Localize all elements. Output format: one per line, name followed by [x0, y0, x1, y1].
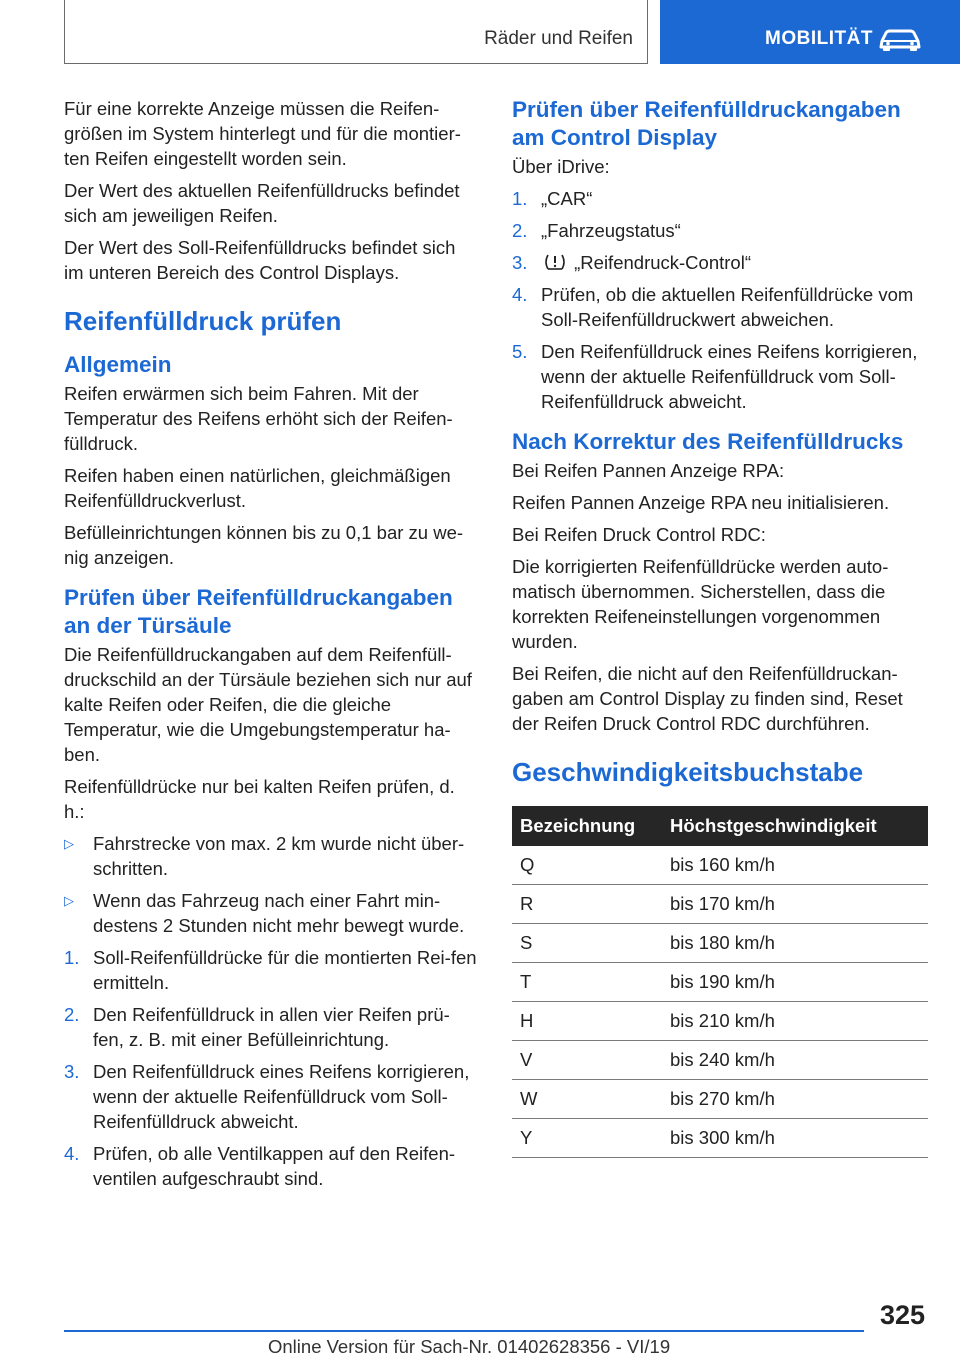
list-item — [64, 831, 480, 881]
header-chapter-tab[interactable] — [660, 0, 960, 64]
speed-letter: Q — [512, 846, 662, 885]
step-text — [541, 218, 928, 243]
bullet-marker: ▷ — [64, 893, 74, 908]
max-speed: bis 170 km/h — [662, 885, 928, 924]
speed-letter: Y — [512, 1119, 662, 1158]
step-text — [93, 1059, 480, 1134]
step-item — [512, 186, 928, 211]
header-chapter-title: MOBILITÄT — [765, 28, 873, 49]
step-item — [512, 250, 928, 275]
paragraph: Die korrigierten Reifenfülldrücke werden auto-matisch übernommen. Sicherstellen, dass die korrekten Reifeneinstellungen vorgenommen wurden. — [512, 556, 889, 652]
heading-geschwindigkeitsbuchstabe: Geschwindigkeitsbuchstabe — [512, 757, 864, 787]
step-item — [512, 218, 928, 243]
paragraph: Bei Reifen, die nicht auf den Reifenfülldruckan-gaben am Control Display zu finden sind, Reset der Reifen Druck Control RDC durchführen. — [512, 663, 903, 734]
max-speed: bis 300 km/h — [662, 1119, 928, 1158]
idrive-steps-list — [512, 186, 928, 414]
page-number: 325 — [880, 1300, 926, 1330]
list-item — [64, 888, 480, 938]
heading-control-display: Prüfen über Reifenfülldruckangaben am Control Display — [512, 97, 901, 150]
tire-pressure-warning-icon — [541, 252, 569, 272]
speed-table — [512, 806, 928, 1158]
step-label: Den Reifenfülldruck in allen vier Reifen prü-fen, z. B. mit einer Befülleinrichtung. — [93, 1004, 450, 1050]
footer-version-text: Online Version für Sach-Nr. 01402628356 - VI/19 — [268, 1336, 671, 1357]
step-label: Den Reifenfülldruck eines Reifens korrigieren, wenn der aktuelle Reifenfülldruck vom Soll-Reifenfülldruck abweicht. — [541, 341, 918, 412]
step-number: 2. — [512, 220, 528, 241]
table-row — [512, 885, 928, 924]
speed-letter: W — [512, 1080, 662, 1119]
right-column — [512, 96, 928, 1158]
step-number: 2. — [64, 1004, 80, 1025]
step-label: Soll-Reifenfülldrücke für die montierten Rei-fen ermitteln. — [93, 947, 477, 993]
step-text — [93, 1002, 480, 1052]
column-header-bezeichnung: Bezeichnung — [512, 806, 662, 846]
table-row — [512, 1119, 928, 1158]
step-text — [541, 186, 928, 211]
speed-letter: R — [512, 885, 662, 924]
step-text — [541, 282, 928, 332]
speed-letter: S — [512, 924, 662, 963]
paragraph: Bei Reifen Pannen Anzeige RPA: — [512, 460, 785, 481]
step-number: 4. — [512, 284, 528, 305]
bullet-marker: ▷ — [64, 836, 74, 851]
max-speed: bis 180 km/h — [662, 924, 928, 963]
paragraph: Reifen haben einen natürlichen, gleichmäßigen Reifenfülldruckverlust. — [64, 465, 451, 511]
table-row — [512, 1080, 928, 1119]
heading-nach-korrektur: Nach Korrektur des Reifenfülldrucks — [512, 429, 904, 454]
step-text — [93, 1141, 480, 1191]
step-item — [512, 339, 928, 414]
left-column — [64, 96, 480, 1198]
paragraph: Befülleinrichtungen können bis zu 0,1 bar zu we-nig anzeigen. — [64, 522, 464, 568]
check-steps-list — [64, 945, 480, 1191]
step-text — [541, 339, 928, 414]
paragraph: Bei Reifen Druck Control RDC: — [512, 524, 766, 545]
speed-letter: V — [512, 1041, 662, 1080]
intro-text — [64, 96, 480, 285]
max-speed: bis 270 km/h — [662, 1080, 928, 1119]
speed-letter: T — [512, 963, 662, 1002]
paragraph: Reifen erwärmen sich beim Fahren. Mit der Temperatur des Reifens erhöht sich der Reifen-fülldruck. — [64, 383, 453, 454]
column-header-hoechstgeschwindigkeit: Höchstgeschwindigkeit — [662, 806, 928, 846]
step-number: 5. — [512, 341, 528, 362]
table-row — [512, 1002, 928, 1041]
step-text — [541, 250, 928, 275]
header-section-box — [64, 0, 648, 64]
idrive-label: Über iDrive: — [512, 156, 610, 177]
max-speed: bis 190 km/h — [662, 963, 928, 1002]
paragraph: Für eine korrekte Anzeige müssen die Reifen-größen im System hinterlegt und für die montier-ten Reifen eingestellt worden sein. — [64, 98, 461, 169]
allgemein-text — [64, 381, 480, 570]
footer-divider — [64, 1330, 864, 1332]
list-item-text: Wenn das Fahrzeug nach einer Fahrt min-destens 2 Stunden nicht mehr bewegt wurde. — [93, 890, 465, 936]
paragraph: Der Wert des Soll-Reifenfülldrucks befindet sich im unteren Bereich des Control Displays. — [64, 237, 456, 283]
step-item — [64, 1059, 480, 1134]
step-label: Den Reifenfülldruck eines Reifens korrigieren, wenn der aktuelle Reifenfülldruck vom Soll-Reifenfülldruck abweicht. — [93, 1061, 470, 1132]
step-text — [93, 945, 480, 995]
step-number: 3. — [64, 1061, 80, 1082]
step-number: 1. — [64, 947, 80, 968]
step-label: Prüfen, ob alle Ventilkappen auf den Reifen-ventilen aufgeschraubt sind. — [93, 1143, 456, 1189]
step-label: „CAR“ — [541, 188, 593, 209]
step-item — [64, 1002, 480, 1052]
condition-list — [64, 831, 480, 938]
step-label: „Fahrzeugstatus“ — [541, 220, 681, 241]
car-icon — [878, 27, 922, 53]
heading-reifenfuelldruck-pruefen: Reifenfülldruck prüfen — [64, 306, 342, 336]
kalte-reifen-paragraph: Reifenfülldrücke nur bei kalten Reifen prüfen, d. h.: — [64, 776, 455, 822]
header-section-title: Räder und Reifen — [484, 28, 633, 49]
step-number: 1. — [512, 188, 528, 209]
heading-allgemein: Allgemein — [64, 352, 172, 377]
step-item — [512, 282, 928, 332]
step-item — [64, 945, 480, 995]
step-number: 3. — [512, 252, 528, 273]
step-label: Prüfen, ob die aktuellen Reifenfülldrücke vom Soll-Reifenfülldruckwert abweichen. — [541, 284, 914, 330]
step-item — [64, 1141, 480, 1191]
max-speed: bis 240 km/h — [662, 1041, 928, 1080]
table-row — [512, 1041, 928, 1080]
table-row — [512, 963, 928, 1002]
table-row — [512, 924, 928, 963]
list-item-text: Fahrstrecke von max. 2 km wurde nicht über-schritten. — [93, 833, 465, 879]
max-speed: bis 160 km/h — [662, 846, 928, 885]
table-row — [512, 846, 928, 885]
speed-table-header — [512, 806, 928, 846]
heading-tuersaeule: Prüfen über Reifenfülldruckangaben an der Türsäule — [64, 585, 453, 638]
step-label: „Reifendruck-Control“ — [574, 252, 751, 273]
speed-letter: H — [512, 1002, 662, 1041]
max-speed: bis 210 km/h — [662, 1002, 928, 1041]
tuersaeule-paragraph: Die Reifenfülldruckangaben auf dem Reifenfüll-druckschild an der Türsäule beziehen sich nur auf kalte Reifen oder Reifen, die die gleiche Temperatur, wie die Umgebungstemperatur ha-ben. — [64, 644, 472, 765]
korrektur-text — [512, 458, 928, 736]
step-number: 4. — [64, 1143, 80, 1164]
paragraph: Reifen Pannen Anzeige RPA neu initialisieren. — [512, 492, 890, 513]
paragraph: Der Wert des aktuellen Reifenfülldrucks befindet sich am jeweiligen Reifen. — [64, 180, 460, 226]
